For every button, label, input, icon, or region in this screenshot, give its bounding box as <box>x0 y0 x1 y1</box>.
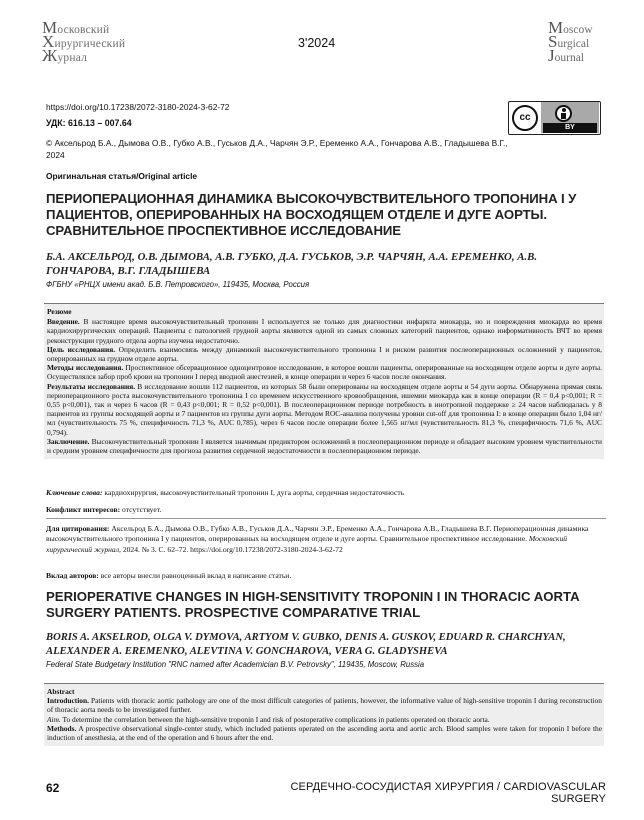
abstract-aim-en: Aim. To determine the correlation between the high-sensitive troponin I and risk of postoperative complications in patients operated on thoracic aorta. <box>47 714 490 724</box>
article-type: Оригинальная статья/Original article <box>46 171 198 181</box>
issue-number: 3'2024 <box>298 36 336 50</box>
divider <box>46 518 606 519</box>
abstract-en <box>44 683 604 746</box>
affiliation-en: Federal State Budgetary Institution "RNC named after Academician B.V. Petrovsky", 119435, Moscow, Russia <box>46 660 425 669</box>
abstract-methods-en: Methods. A prospective observational single-center study, which included patients operated on the ascending aorta and aortic arch. Blood samples were taken for troponin I before the induction of anesthesia, at the end of the operation and 6 hours after the end. <box>47 723 602 743</box>
keywords-ru: Ключевые слова: кардиохирургия, высокочувствительный тропонин I, дуга аорты, сердечная недостаточность <box>46 488 405 497</box>
abstract-intro-en: Introduction. Patients with thoracic aortic pathology are one of the most difficult categories of patients, however, the informative value of high-sensitive troponin I during reconstruction of thoracic aorta needs to be investigated further. <box>47 696 602 715</box>
citation-block: Для цитирования: Аксельрод Б.А., Дымова О.В., Губко А.В., Гуськов Д.А., Чарчян Э.Р., Еременко А.А., Гончарова А.В., Гладышева В.Г. Периоперационная динамика высокочувствительного тропонина I у пациентов, оперированных на восходящем отделе и дуге аорты. Сравнительное проспективное исследование. Московский хирургический журнал, 2024. № 3. С. 62–72. https://doi.org/10.17238/2072-3180-2024-3-62-72 <box>46 524 589 554</box>
cc-by-label: BY <box>543 123 597 133</box>
cc-by-license-badge[interactable] <box>508 101 601 135</box>
cc-icon: cc <box>512 105 538 131</box>
abstract-heading-ru: Резюме <box>47 307 72 316</box>
footer-journal-title: СЕРДЕЧНО-СОСУДИСТАЯ ХИРУРГИЯ / CARDIOVASCULAR SURGERY <box>290 781 606 805</box>
author-contribution: Вклад авторов: все авторы внесли равноценный вклад в написание статьи. <box>46 571 292 580</box>
abstract-results-ru: Результаты исследования. В исследование вошли 112 пациентов, из которых 58 были оперированы на восходящем отделе аорты и 54 дуги аорты. Обнаружена прямая связь периоперационного роста высокочувствительного тропонина I со временем искусственного кровообращения, ишемии миокарда как в конце операции (R = 0,4 p<0,001; R = 0,55 p<0,001), так и через 6 часов (R = 0,43 p<0,001; R = 0,52 p<0,001). В послеоперационном периоде потребность в инотропной поддержке ≥ 24 часов наблюдалась у 8 пациентов из группы восходящей аорты и 7 пациентов из группы дуги аорты. Методом ROC-анализа получены уровни cut-off для тропонина I: в конце операции было 1,04 нг/мл (чувствительность 75 %, специфичность 71,3 %, AUC 0,785), через 6 часов после операции более 1,565 нг/мл (чувствительность 81,3 %, специфичность 71,6 %, AUC 0,794). <box>47 381 602 437</box>
udk-code: УДК: 616.13 – 007.64 <box>46 118 132 128</box>
abstract-methods-ru: Методы исследования. Проспективное обсервационное одноцентровое исследование, в которое вошли пациенты, оперированные на восходящем отделе аорты и дуге аорты. Осуществлялся забор проб крови на тропонин I перед вводной анестезией, в конце операции и через 6 часов после окончания. <box>47 363 602 382</box>
article-title-en: PERIOPERATIVE CHANGES IN HIGH-SENSITIVITY TROPONIN I IN THORACIC AORTA SURGERY PATIENTS. PROSPECTIVE COMPARATIVE TRIAL <box>46 589 580 620</box>
article-title-ru: ПЕРИОПЕРАЦИОННАЯ ДИНАМИКА ВЫСОКОЧУВСТВИТЕЛЬНОГО ТРОПОНИНА I У ПАЦИЕНТОВ, ОПЕРИРОВАННЫХ НА ВОСХОДЯЩЕМ ОТДЕЛЕ И ДУГЕ АОРТЫ. СРАВНИТЕЛЬНОЕ ПРОСПЕКТИВНОЕ ИССЛЕДОВАНИЕ <box>46 191 577 238</box>
journal-logo-right: Moscow Surgical Journal <box>548 18 593 65</box>
attribution-person-icon <box>555 105 572 122</box>
abstract-heading-en: Abstract <box>47 687 75 696</box>
abstract-ru <box>44 303 604 459</box>
journal-logo-left: Московский Хирургический Журнал <box>42 18 126 65</box>
abstract-aim-ru: Цель исследования. Определить взаимосвязь между динамикой высокочувствительного тропонина I и риском развития послеоперационных осложнений у пациентов, оперированных на грудном отделе аорты. <box>47 344 602 364</box>
conflict-of-interest: Конфликт интересов: отсутствует. <box>46 505 162 514</box>
doi-link[interactable]: https://doi.org/10.17238/2072-3180-2024-3-62-72 <box>46 102 230 112</box>
page-number: 62 <box>46 781 60 795</box>
affiliation-ru: ФГБНУ «РНЦХ имени акад. Б.В. Петровского», 119435, Москва, Россия <box>46 280 310 289</box>
copyright-line: © Аксельрод Б.А., Дымова О.В., Губко А.В., Гуськов Д.А., Чарчян Э.Р., Еременко А.А., Гончарова А.В., Гладышева В.Г., 2024 <box>46 138 508 160</box>
authors-en: BORIS A. AKSELROD, OLGA V. DYMOVA, ARTYOM V. GUBKO, DENIS A. GUSKOV, EDUARD R. CHARCHYAN, ALEXANDER A. EREMENKO, ALEVTINA V. GONCHAROVA, VERA G. GLADYSHEVA <box>46 632 566 657</box>
authors-ru: Б.А. АКСЕЛЬРОД, О.В. ДЫМОВА, А.В. ГУБКО, Д.А. ГУСЬКОВ, Э.Р. ЧАРЧЯН, А.А. ЕРЕМЕНКО, А.В. ГОНЧАРОВА, В.Г. ГЛАДЫШЕВА <box>46 251 538 277</box>
abstract-intro-ru: Введение. В настоящее время высокочувствительный тропонин I используется не только для диагностики инфаркта миокарда, но и повреждения миокарда во время кардиохирургических операций. Пациенты с патологией грудной аорты являются одной из самых сложных категорий пациентов, однако информативность ВЧТ во время реконструкции грудного отдела аорты изучена недостаточно. <box>47 317 602 345</box>
abstract-conclusion-ru: Заключение. Высокочувствительный тропонин I является значимым предиктором осложнений в послеоперационном периоде и обладает высоким уровнем чувствительности и средним уровнем специфичности для прогноза развития сердечной недостаточности в послеоперационном периоде. <box>47 436 602 456</box>
